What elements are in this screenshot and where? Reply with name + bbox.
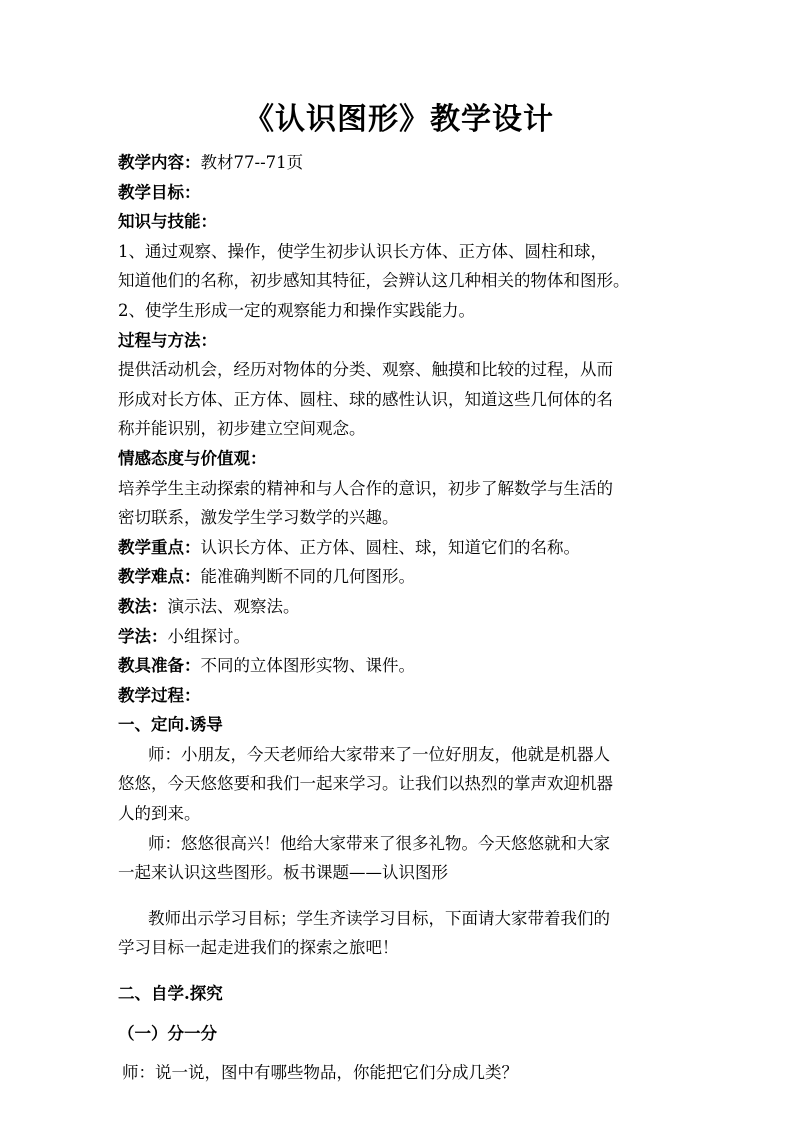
difficulty-label: 教学难点： — [118, 567, 201, 587]
learning-method-label: 学法： — [118, 626, 168, 646]
materials-value: 不同的立体图形实物、课件。 — [200, 656, 415, 676]
teaching-goal-heading: 教学目标： — [118, 182, 201, 202]
teaching-method — [118, 592, 680, 622]
key-point — [118, 533, 680, 563]
knowledge-heading: 知识与技能： — [118, 212, 217, 232]
teaching-content-value: 教材77--71页 — [200, 153, 304, 172]
paragraph-line: 师：悠悠很高兴！他给大家带来了很多礼物。今天悠悠就和大家 — [148, 833, 610, 853]
materials-label: 教具准备： — [118, 656, 201, 676]
process-line: 称并能识别，初步建立空间观念。 — [118, 419, 366, 439]
knowledge-line: 知道他们的名称，初步感知其特征，会辨认这几种相关的物体和图形。 — [118, 271, 630, 291]
paragraph-line: 教师出示学习目标；学生齐读学习目标，下面请大家带着我们的 — [148, 908, 610, 928]
knowledge-line: 1、通过观察、操作，使学生初步认识长方体、正方体、圆柱和球， — [118, 241, 607, 261]
teaching-method-label: 教法： — [118, 596, 168, 616]
paragraph-line: 学习目标一起走进我们的探索之旅吧！ — [118, 938, 399, 958]
paragraph-line: 悠悠，今天悠悠要和我们一起来学习。让我们以热烈的掌声欢迎机器 — [118, 774, 613, 794]
difficulty — [118, 562, 680, 592]
paragraph-line: 人的到来。 — [118, 804, 201, 824]
process-line: 形成对长方体、正方体、圆柱、球的感性认识，知道这些几何体的名 — [118, 389, 613, 409]
procedure-heading: 教学过程： — [118, 685, 201, 705]
learning-method — [118, 622, 680, 652]
subsection1-heading: （一）分一分 — [118, 1023, 217, 1043]
key-point-label: 教学重点： — [118, 537, 201, 557]
materials — [118, 651, 680, 681]
document-title: 《认识图形》教学设计 — [244, 102, 554, 137]
attitude-line: 培养学生主动探索的精神和与人合作的意识，初步了解数学与生活的 — [118, 478, 613, 498]
learning-method-value: 小组探讨。 — [167, 626, 250, 646]
process-heading: 过程与方法： — [118, 330, 217, 350]
difficulty-value: 能准确判断不同的几何图形。 — [200, 567, 415, 587]
knowledge-line: 2、使学生形成一定的观察能力和操作实践能力。 — [118, 300, 475, 320]
attitude-heading: 情感态度与价值观： — [118, 448, 267, 468]
paragraph-line: 师：小朋友，今天老师给大家带来了一位好朋友，他就是机器人 — [148, 744, 610, 764]
section2-heading: 二、自学.探究 — [118, 984, 223, 1004]
section1-heading: 一、定向.诱导 — [118, 715, 223, 735]
key-point-value: 认识长方体、正方体、圆柱、球，知道它们的名称。 — [200, 537, 580, 557]
teaching-content-label: 教学内容： — [118, 153, 201, 172]
teaching-method-value: 演示法、观察法。 — [167, 596, 300, 616]
document-page — [118, 92, 680, 1088]
attitude-line: 密切联系，激发学生学习数学的兴趣。 — [118, 508, 399, 528]
subsection1-text: 师：说一说，图中有哪些物品，你能把它们分成几类？ — [122, 1063, 518, 1083]
paragraph-line: 一起来认识这些图形。板书课题——认识图形 — [118, 863, 448, 883]
process-line: 提供活动机会，经历对物体的分类、观察、触摸和比较的过程，从而 — [118, 360, 613, 380]
teaching-content — [118, 148, 680, 178]
